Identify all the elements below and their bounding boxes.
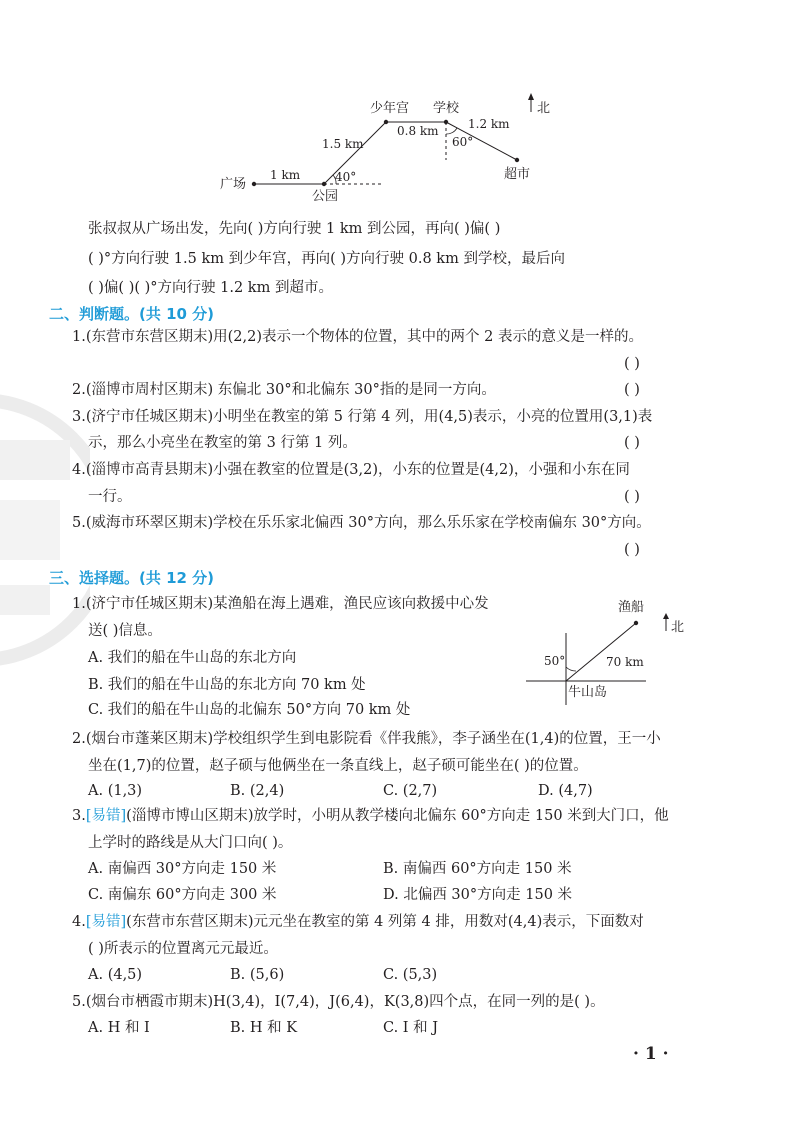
choice-q3-number: 3.	[72, 808, 86, 824]
angle-40: 40°	[335, 170, 357, 184]
judge-q2-answer[interactable]: ( )	[624, 382, 640, 398]
section-3-title: 三、选择题。(共 12 分)	[49, 569, 215, 587]
choice-q3-option-c[interactable]: C. 南偏东 60°方向走 300 米	[88, 887, 277, 903]
north-label: 北	[537, 101, 551, 116]
dist-1: 1 km	[270, 168, 301, 182]
choice-q1-option-a[interactable]: A. 我们的船在牛山岛的东北方向	[88, 650, 297, 666]
judge-q4-line1: 4.(淄博市高青县期末)小强在教室的位置是(3,2)，小东的位置是(4,2)，小强和小东在同	[72, 462, 630, 478]
choice-q3-option-a[interactable]: A. 南偏西 30°方向走 150 米	[88, 861, 277, 877]
dist-1-5: 1.5 km	[322, 137, 364, 151]
choice-q4-line2: ( )所表示的位置离元元最近。	[88, 941, 278, 957]
park-label: 公园	[312, 189, 339, 204]
error-prone-tag: [易错]	[85, 914, 127, 930]
choice-q3-text: (淄博市博山区期末)放学时，小明从教学楼向北偏东 60°方向走 150 米到大门口，他	[126, 808, 669, 824]
judge-q1-answer[interactable]: ( )	[624, 356, 640, 372]
choice-q3-line2: 上学时的路线是从大门口向( )。	[88, 835, 293, 851]
judge-q3-line1: 3.(济宁市任城区期末)小明坐在教室的第 5 行第 4 列，用(4,5)表示，小亮的位置用(3,1)表	[72, 409, 653, 425]
choice-q4-option-b[interactable]: B. (5,6)	[230, 967, 285, 983]
error-prone-tag: [易错]	[85, 808, 127, 824]
choice-q1-line2: 送( )信息。	[88, 623, 162, 639]
judge-q5: 5.(威海市环翠区期末)学校在乐乐家北偏西 30°方向，那么乐乐家在学校南偏东 30°方向。	[72, 515, 651, 531]
choice-q5-option-c[interactable]: C. I 和 J	[383, 1020, 439, 1036]
fishing-boat-figure	[520, 595, 700, 710]
judge-q4-line2: 一行。	[88, 489, 132, 505]
choice-q5-line1: 5.(烟台市栖霞市期末)H(3,4)，I(7,4)，J(6,4)，K(3,8)四个点，在同一列的是( )。	[72, 994, 605, 1010]
section-2-title: 二、判断题。(共 10 分)	[49, 305, 215, 323]
judge-q3-line2: 示，那么小亮坐在教室的第 3 行第 1 列。	[88, 435, 357, 451]
choice-q4-line1	[72, 912, 644, 932]
angle-60: 60°	[452, 135, 474, 149]
choice-q2-option-b[interactable]: B. (2,4)	[230, 783, 285, 799]
choice-q5-option-b[interactable]: B. H 和 K	[230, 1020, 298, 1036]
q0-line1: 张叔叔从广场出发，先向( )方向行驶 1 km 到公园，再向( )偏( )	[88, 221, 501, 237]
choice-q2-line1: 2.(烟台市蓬莱区期末)学校组织学生到电影院看《伴我熊》，李子涵坐在(1,4)的位置，王一小	[72, 731, 661, 747]
choice-q5-option-a[interactable]: A. H 和 I	[88, 1020, 150, 1036]
choice-q2-option-c[interactable]: C. (2,7)	[383, 783, 438, 799]
dist-70: 70 km	[606, 655, 644, 669]
square-label: 广场	[220, 177, 247, 192]
supermarket-label: 超市	[504, 167, 531, 182]
route-map-figure	[210, 90, 570, 210]
choice-q3-option-b[interactable]: B. 南偏西 60°方向走 150 米	[383, 861, 572, 877]
choice-q2-line2: 坐在(1,7)的位置，赵子硕与他俩坐在一条直线上，赵子硕可能坐在( )的位置。	[88, 758, 588, 774]
choice-q1-line1: 1.(济宁市任城区期末)某渔船在海上遇难，渔民应该向救援中心发	[72, 596, 489, 612]
choice-q4-option-a[interactable]: A. (4,5)	[88, 967, 143, 983]
choice-q4-number: 4.	[72, 914, 86, 930]
shaonian-label: 少年宫	[370, 101, 410, 116]
dist-1-2: 1.2 km	[468, 117, 510, 131]
q0-line2: ( )°方向行驶 1.5 km 到少年宫，再向( )方向行驶 0.8 km 到学校，最后向	[88, 251, 565, 267]
choice-q4-text: (东营市东营区期末)元元坐在教室的第 4 列第 4 排，用数对(4,4)表示，下面数对	[126, 914, 644, 930]
dist-0-8: 0.8 km	[397, 124, 439, 138]
angle-50: 50°	[544, 654, 566, 668]
page-number: · 1 ·	[633, 1044, 669, 1064]
judge-q2: 2.(淄博市周村区期末) 东偏北 30°和北偏东 30°指的是同一方向。	[72, 382, 496, 398]
choice-q3-option-d[interactable]: D. 北偏西 30°方向走 150 米	[383, 887, 573, 903]
choice-q4-option-c[interactable]: C. (5,3)	[383, 967, 438, 983]
island-label: 牛山岛	[568, 685, 608, 700]
choice-q2-option-a[interactable]: A. (1,3)	[88, 783, 143, 799]
choice-q2-option-d[interactable]: D. (4,7)	[538, 783, 593, 799]
q0-line3: ( )偏( )( )°方向行驶 1.2 km 到超市。	[88, 280, 333, 296]
boat-label: 渔船	[618, 600, 645, 615]
xuexiao-label: 学校	[433, 101, 460, 116]
judge-q5-answer[interactable]: ( )	[624, 542, 640, 558]
judge-q3-answer[interactable]: ( )	[624, 435, 640, 451]
judge-q4-answer[interactable]: ( )	[624, 489, 640, 505]
choice-q1-option-c[interactable]: C. 我们的船在牛山岛的北偏东 50°方向 70 km 处	[88, 702, 411, 718]
choice-q3-line1	[72, 806, 669, 826]
judge-q1: 1.(东营市东营区期末)用(2,2)表示一个物体的位置，其中的两个 2 表示的意义是一样的。	[72, 329, 643, 345]
choice-q1-option-b[interactable]: B. 我们的船在牛山岛的东北方向 70 km 处	[88, 677, 366, 693]
north-label-2: 北	[671, 620, 685, 635]
